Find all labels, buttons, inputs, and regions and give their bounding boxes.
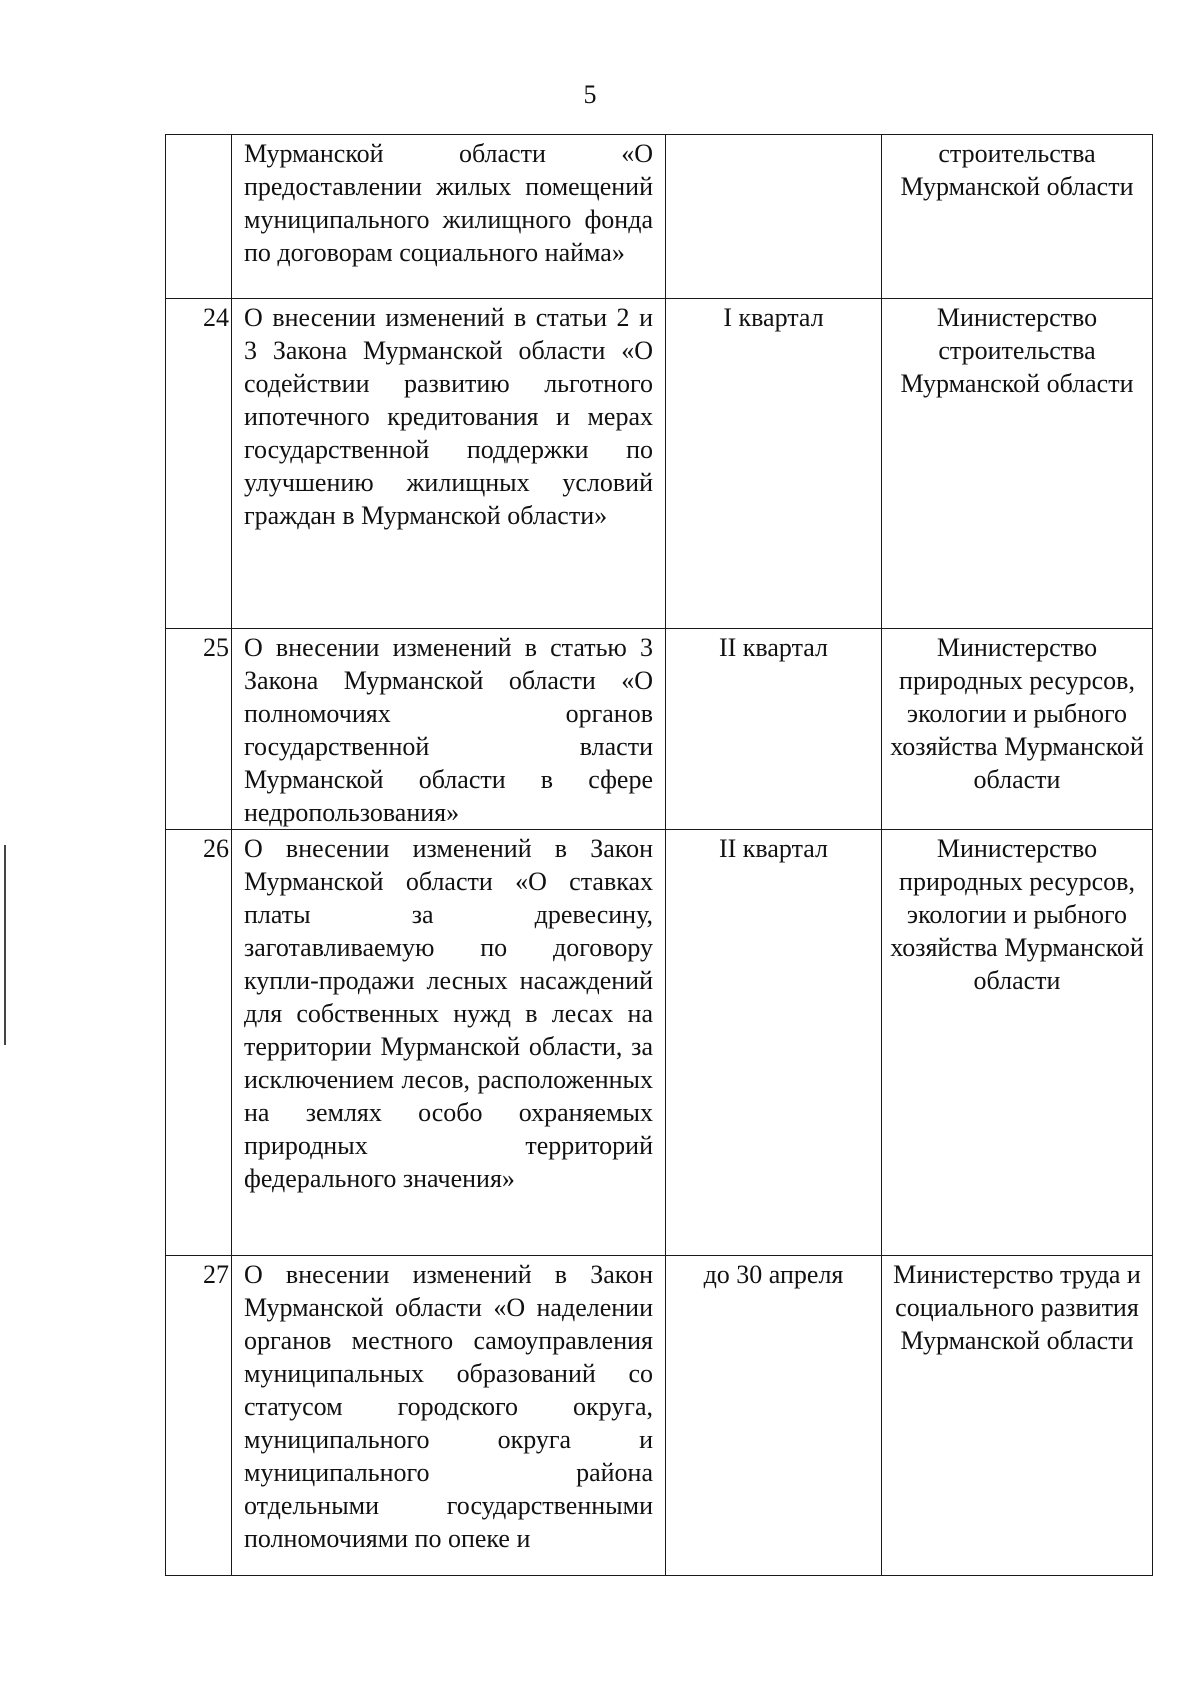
row-number [166,135,232,299]
law-title: О внесении изменений в Закон Мурманской области «О ставках платы за древесину, заготавливаемую по договору купли-продажи лесных насаждений для собственных нужд в лесах на территории Мурманской области, за исключением лесов, расположенных на землях особо охраняемых природных территорий федерального значения» [232,830,666,1256]
row-number: 25 [166,629,232,830]
table-row [166,629,1153,830]
table-row [166,830,1153,1256]
table-row [166,135,1153,299]
deadline: до 30 апреля [666,1256,882,1576]
law-title: О внесении изменений в Закон Мурманской области «О наделении органов местного самоуправления муниципальных образований со статусом городского округа, муниципального округа и муниципального района отдельными государственными полномочиями по опеке и [232,1256,666,1576]
responsible-executor: Министерство природных ресурсов, экологии и рыбного хозяйства Мурманской области [882,629,1153,830]
deadline [666,135,882,299]
law-title: О внесении изменений в статьи 2 и 3 Закона Мурманской области «О содействии развитию льготного ипотечного кредитования и мерах государственной поддержки по улучшению жилищных условий граждан в Мурманской области» [232,299,666,629]
law-title: О внесении изменений в статью 3 Закона Мурманской области «О полномочиях органов государственной власти Мурманской области в сфере недропользования» [232,629,666,830]
deadline: I квартал [666,299,882,629]
table-row [166,299,1153,629]
responsible-executor: строительства Мурманской области [882,135,1153,299]
responsible-executor: Министерство природных ресурсов, экологии и рыбного хозяйства Мурманской области [882,830,1153,1256]
row-number: 26 [166,830,232,1256]
responsible-executor: Министерство строительства Мурманской области [882,299,1153,629]
scan-margin-mark [4,845,6,1045]
page-number: 5 [583,80,597,109]
table-row [166,1256,1153,1576]
deadline: II квартал [666,629,882,830]
responsible-executor: Министерство труда и социального развития Мурманской области [882,1256,1153,1576]
row-number: 27 [166,1256,232,1576]
legislation-plan-table [165,134,1153,1576]
deadline: II квартал [666,830,882,1256]
law-title: Мурманской области «О предоставлении жилых помещений муниципального жилищного фонда по договорам социального найма» [232,135,666,299]
row-number: 24 [166,299,232,629]
